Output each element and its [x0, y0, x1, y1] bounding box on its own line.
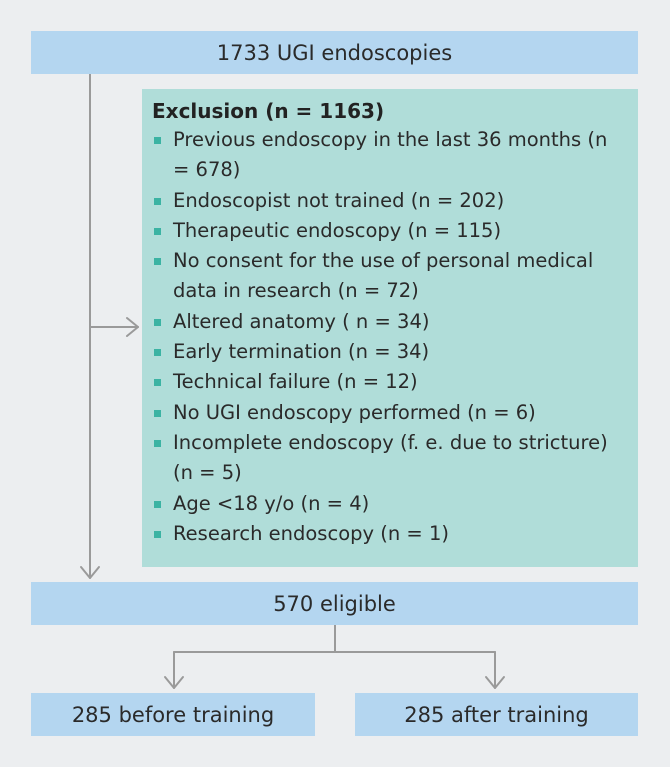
- bullet-icon: [154, 258, 161, 265]
- exclusion-item: [152, 186, 628, 216]
- bullet-icon: [154, 137, 161, 144]
- exclusion-item-text: Endoscopist not trained (n = 202): [173, 188, 505, 212]
- exclusion-item: [152, 216, 628, 246]
- exclusion-item-text: Early termination (n = 34): [173, 340, 430, 364]
- exclusion-item: [152, 428, 628, 489]
- exclusion-item-text: Therapeutic endoscopy (n = 115): [173, 218, 502, 242]
- bullet-icon: [154, 379, 161, 386]
- exclusion-item-text: Altered anatomy ( n = 34): [173, 309, 430, 333]
- exclusion-item: [152, 519, 628, 549]
- exclusion-item-text: Technical failure (n = 12): [173, 370, 418, 394]
- exclusion-item-text: Age <18 y/o (n = 4): [173, 491, 370, 515]
- exclusion-item: [152, 367, 628, 397]
- exclusion-item-text: No UGI endoscopy performed (n = 6): [173, 400, 536, 424]
- exclusion-item: [152, 307, 628, 337]
- bullet-icon: [154, 198, 161, 205]
- exclusion-item: [152, 125, 628, 186]
- exclusion-item: [152, 246, 628, 307]
- exclusion-item-text: Research endoscopy (n = 1): [173, 521, 449, 545]
- total-endoscopies-label: 1733 UGI endoscopies: [216, 40, 453, 65]
- bullet-icon: [154, 319, 161, 326]
- bullet-icon: [154, 349, 161, 356]
- bullet-icon: [154, 410, 161, 417]
- after-training-box: [355, 693, 638, 736]
- exclusion-item: [152, 337, 628, 367]
- exclusion-item: [152, 489, 628, 519]
- eligible-box: [31, 582, 638, 625]
- total-endoscopies-box: [31, 31, 638, 74]
- exclusion-box: [142, 89, 638, 567]
- bullet-icon: [154, 531, 161, 538]
- exclusion-title: Exclusion (n = 1163): [152, 99, 385, 123]
- bullet-icon: [154, 440, 161, 447]
- exclusion-item-text: Incomplete endoscopy (f. e. due to stricture) (n = 5): [173, 430, 608, 485]
- exclusion-item-text: No consent for the use of personal medical data in research (n = 72): [173, 249, 594, 303]
- exclusion-item: [152, 398, 628, 428]
- exclusion-list: [152, 125, 628, 549]
- eligible-label: 570 eligible: [273, 591, 396, 616]
- exclusion-item-text: Previous endoscopy in the last 36 months (n = 678): [173, 128, 608, 182]
- after-training-label: 285 after training: [404, 702, 589, 727]
- before-training-box: [31, 693, 315, 736]
- bullet-icon: [154, 228, 161, 235]
- bullet-icon: [154, 501, 161, 508]
- before-training-label: 285 before training: [71, 702, 275, 727]
